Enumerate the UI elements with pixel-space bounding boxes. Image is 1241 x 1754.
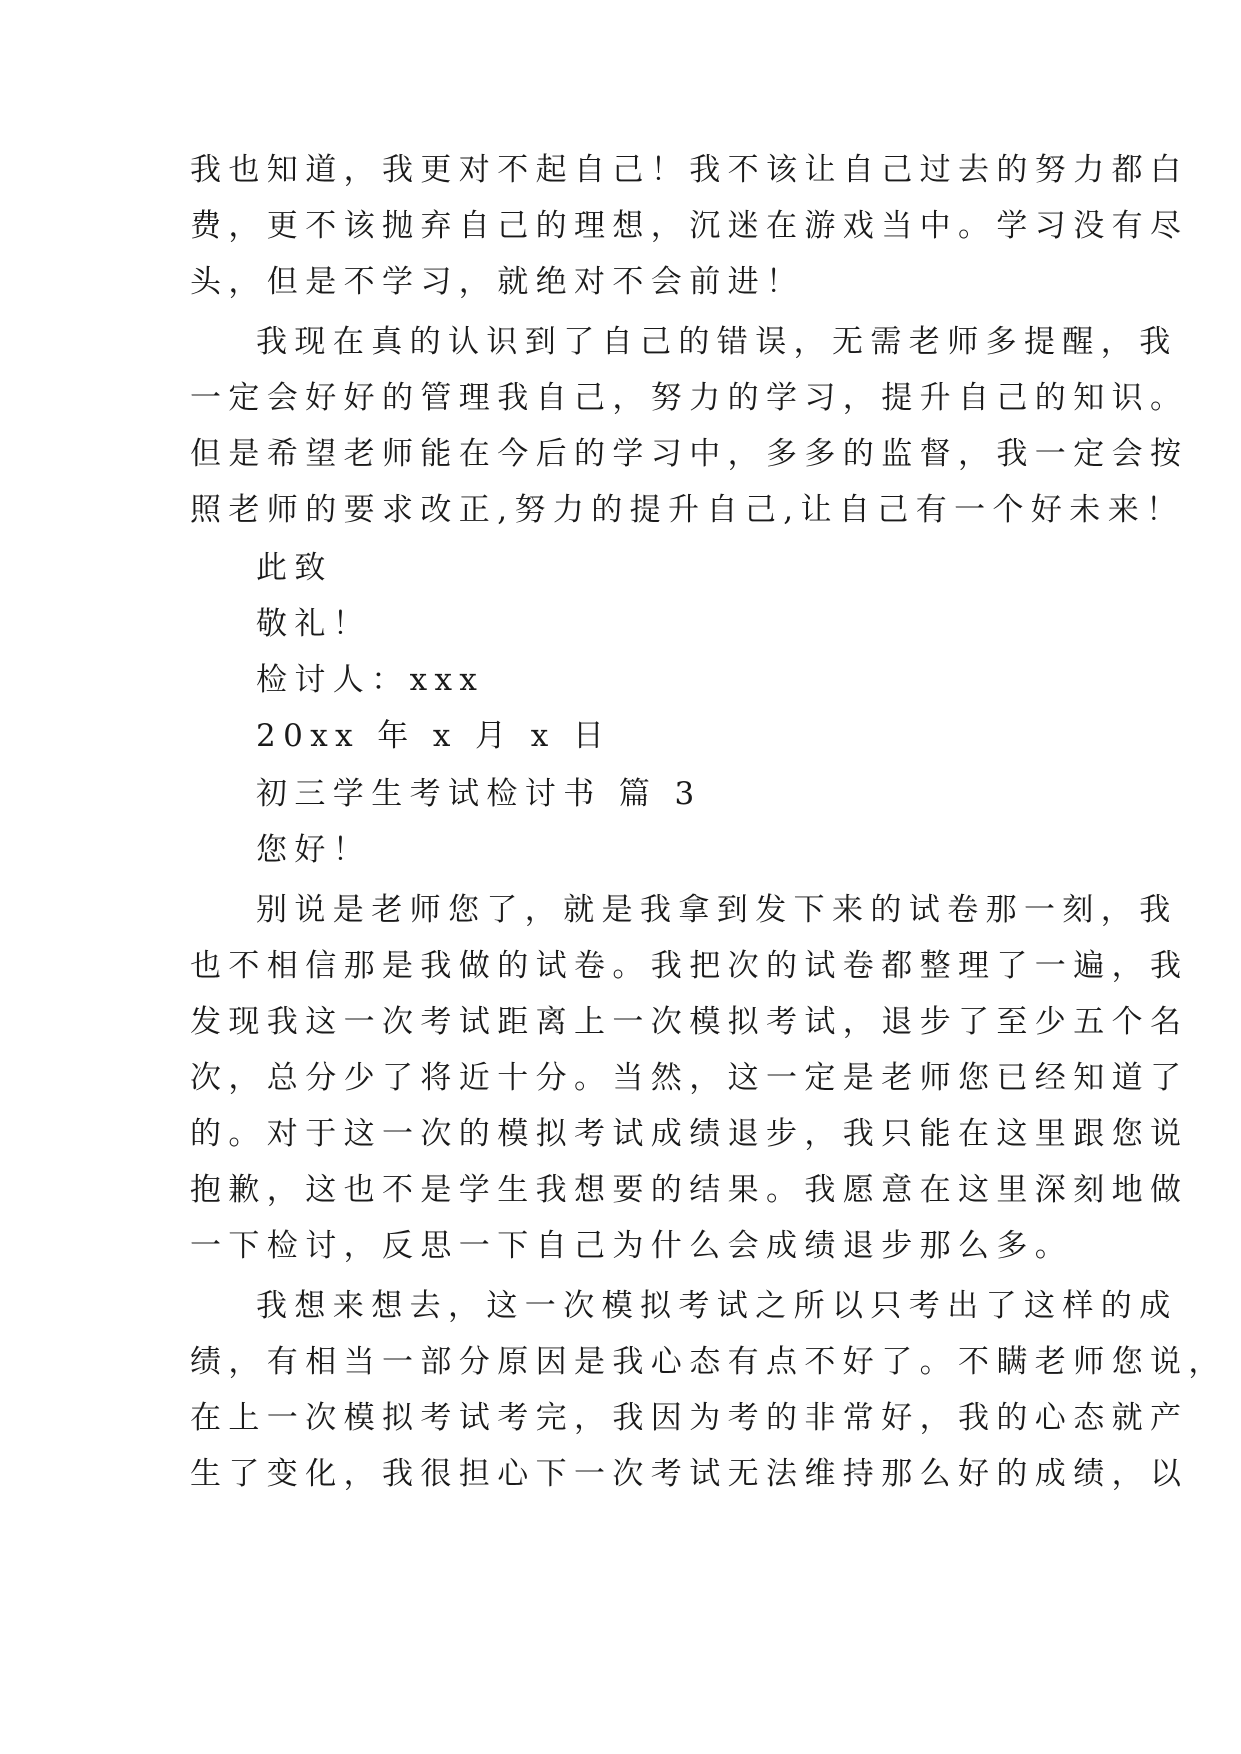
text-line: 一下检讨，反思一下自己为什么会成绩退步那么多。 [190,1228,1074,1264]
text-line: 我现在真的认识到了自己的错误，无需老师多提醒，我 [256,324,1178,360]
text-line: 在上一次模拟考试考完，我因为考的非常好，我的心态就产 [190,1400,1189,1436]
text-line: 抱歉，这也不是学生我想要的结果。我愿意在这里深刻地做 [190,1172,1189,1208]
text-line: 我想来想去，这一次模拟考试之所以只考出了这样的成 [256,1288,1178,1324]
text-line: 绩，有相当一部分原因是我心态有点不好了。不瞒老师您说， [190,1344,1227,1380]
text-line: 我也知道，我更对不起自己！我不该让自己过去的努力都白 [190,152,1189,188]
closing-regards: 敬礼！ [256,606,372,642]
text-line: 头，但是不学习，就绝对不会前进！ [190,264,805,300]
closing-salutation: 此致 [256,550,333,586]
text-line: 费，更不该抛弃自己的理想，沉迷在游戏当中。学习没有尽 [190,208,1189,244]
text-line: 也不相信那是我做的试卷。我把次的试卷都整理了一遍，我 [190,948,1189,984]
text-line: 的。对于这一次的模拟考试成绩退步，我只能在这里跟您说 [190,1116,1189,1152]
section-title: 初三学生考试检讨书 篇 3 [256,776,702,812]
text-line: 但是希望老师能在今后的学习中，多多的监督，我一定会按 [190,436,1189,472]
greeting: 您好！ [256,832,372,868]
text-line: 照老师的要求改正,努力的提升自己,让自己有一个好未来！ [190,492,1185,528]
text-line: 次，总分少了将近十分。当然，这一定是老师您已经知道了 [190,1060,1189,1096]
text-line: 别说是老师您了，就是我拿到发下来的试卷那一刻，我 [256,892,1178,928]
date-line: 20xx 年 x 月 x 日 [256,718,612,754]
text-line: 生了变化，我很担心下一次考试无法维持那么好的成绩，以 [190,1456,1189,1492]
text-line: 一定会好好的管理我自己，努力的学习，提升自己的知识。 [190,380,1189,416]
signature-line: 检讨人：xxx [256,662,485,698]
text-line: 发现我这一次考试距离上一次模拟考试，退步了至少五个名 [190,1004,1189,1040]
